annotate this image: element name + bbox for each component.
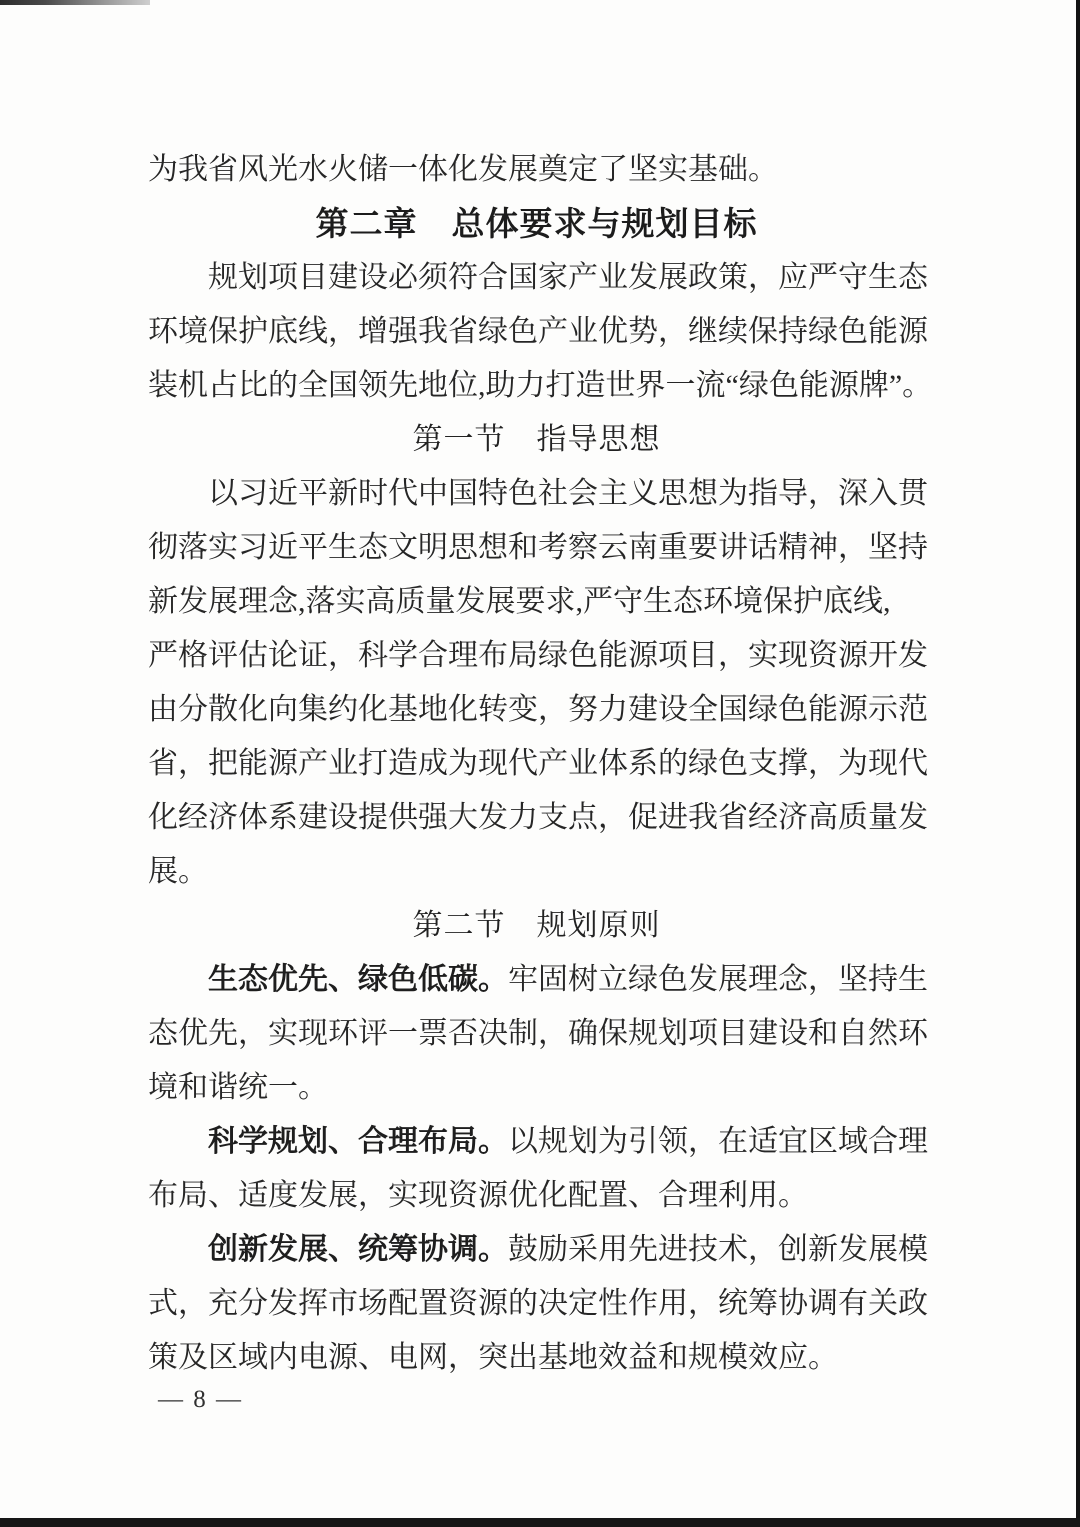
body-text-line: 布局、适度发展，实现资源优化配置、合理利用。 [148,1179,808,1212]
body-text-line: 为我省风光水火储一体化发展奠定了坚实基础。 [148,153,778,186]
principle-body-text: 牢固树立绿色发展理念，坚持生 [508,963,928,996]
body-text-line: 态优先，实现环评一票否决制，确保规划项目建设和自然环 [148,1017,928,1050]
body-text-line: 环境保护底线，增强我省绿色产业优势，继续保持绿色能源 [148,315,928,348]
scan-artifact-right-edge [1076,0,1080,1527]
chapter-heading: 第二章 总体要求与规划目标 [315,205,758,242]
body-text-line: 省，把能源产业打造成为现代产业体系的绿色支撑，为现代 [148,747,928,780]
principle-lead-text: 创新发展、统筹协调。 [208,1233,508,1266]
page-content [148,143,933,1415]
principle-first-line [148,953,928,1007]
body-text-line: 以习近平新时代中国特色社会主义思想为指导，深入贯 [208,477,928,510]
principle-lead-text: 科学规划、合理布局。 [208,1125,508,1158]
body-text-line: 装机占比的全国领先地位,助力打造世界一流“绿色能源牌”。 [148,369,933,402]
body-text-line: 式，充分发挥市场配置资源的决定性作用，统筹协调有关政 [148,1287,928,1320]
scan-artifact-top-edge [0,0,150,5]
section-heading-guiding-ideology: 第一节 指导思想 [412,423,661,456]
principle-lead-text: 生态优先、绿色低碳。 [208,963,508,996]
scan-artifact-bottom-edge [0,1518,1080,1527]
page-number: — 8 — [158,1386,243,1413]
body-text-line: 展。 [148,855,208,888]
body-text-line: 由分散化向集约化基地化转变，努力建设全国绿色能源示范 [148,693,928,726]
body-text-line: 境和谐统一。 [148,1071,328,1104]
principle-first-line [148,1115,928,1169]
body-text-line: 策及区域内电源、电网，突出基地效益和规模效应。 [148,1341,838,1374]
body-text-line: 规划项目建设必须符合国家产业发展政策，应严守生态 [208,261,928,294]
body-text-line: 化经济体系建设提供强大发力支点，促进我省经济高质量发 [148,801,928,834]
principle-body-text: 鼓励采用先进技术，创新发展模 [508,1233,928,1266]
section-heading-planning-principles: 第二节 规划原则 [412,909,661,942]
principle-body-text: 以规划为引领，在适宜区域合理 [508,1125,928,1158]
principle-first-line [148,1223,928,1277]
body-text-line: 严格评估论证，科学合理布局绿色能源项目，实现资源开发 [148,639,928,672]
body-text-line: 新发展理念,落实高质量发展要求,严守生态环境保护底线, [148,585,891,618]
body-text-line: 彻落实习近平生态文明思想和考察云南重要讲话精神，坚持 [148,531,928,564]
